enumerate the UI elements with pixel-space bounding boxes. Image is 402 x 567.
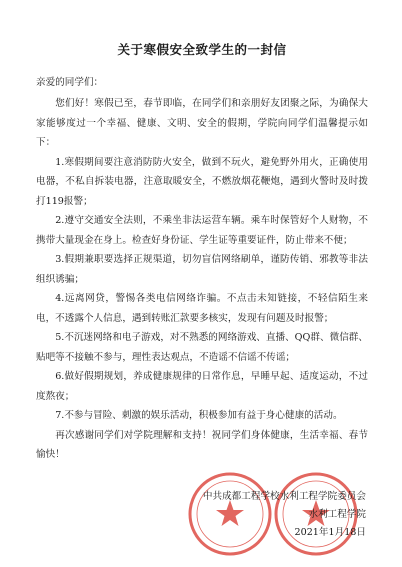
paragraph-item-4: 4.远离网贷，警惕各类电信网络诈骗。不点击未知链接，不轻信陌生来电，不透露个人信息，遇到转账汇款要多核实，发现有问题及时报警； <box>36 293 368 324</box>
signature-college: 水利工程学院 <box>308 509 366 520</box>
paragraph-item-3: 3.假期兼职要选择正规渠道，切勿盲信网络刷单，谨防传销、邪教等非法组织诱骗； <box>36 254 368 285</box>
paragraph-item-2: 2.遵守交通安全法则，不乘坐非法运营车辆。乘车时保管好个人财物，不携带大量现金在身上。检查好身份证、学生证等重要证件，防止带来不便； <box>36 215 368 246</box>
paragraph-item-1: 1.寒假期间要注意消防防火安全，做到不玩火，避免野外用火，正确使用电器，不私自拆装电器，注意取暖安全，不燃放烟花鞭炮，遇到火警时及时拨打119报警； <box>36 156 368 207</box>
paragraph-closing: 再次感谢同学们对学院理解和支持！祝同学们身体健康，生活幸福、春节愉快！ <box>36 429 368 460</box>
salutation: 亲爱的同学们： <box>36 77 104 88</box>
paragraph-item-7: 7.不参与冒险、刺激的娱乐活动，积极参加有益于身心健康的活动。 <box>55 410 343 421</box>
letter-title: 关于寒假安全致学生的一封信 <box>117 42 287 57</box>
paragraph-intro: 您们好！寒假已至，春节即临，在同学们和亲朋好友团聚之际，为确保大家能够度过一个幸福、健康、文明、安全的假期，学院向同学们温馨提示如下： <box>36 98 368 148</box>
signature-committee: 中共成都工程学校水利工程学院委员会 <box>202 491 366 502</box>
paragraph-item-5: 5.不沉迷网络和电子游戏，对不熟悉的网络游戏、直播、QQ群、微信群、贴吧等不接触不参与，理性表达观点，不造谣不信谣不传谣； <box>36 332 368 363</box>
signature-date: 2021年1月18日 <box>294 527 366 538</box>
signature-block <box>203 488 366 542</box>
paragraph-item-6: 6.做好假期规划，养成健康规律的日常作息，早睡早起、适度运动，不过度熬夜； <box>36 371 368 402</box>
